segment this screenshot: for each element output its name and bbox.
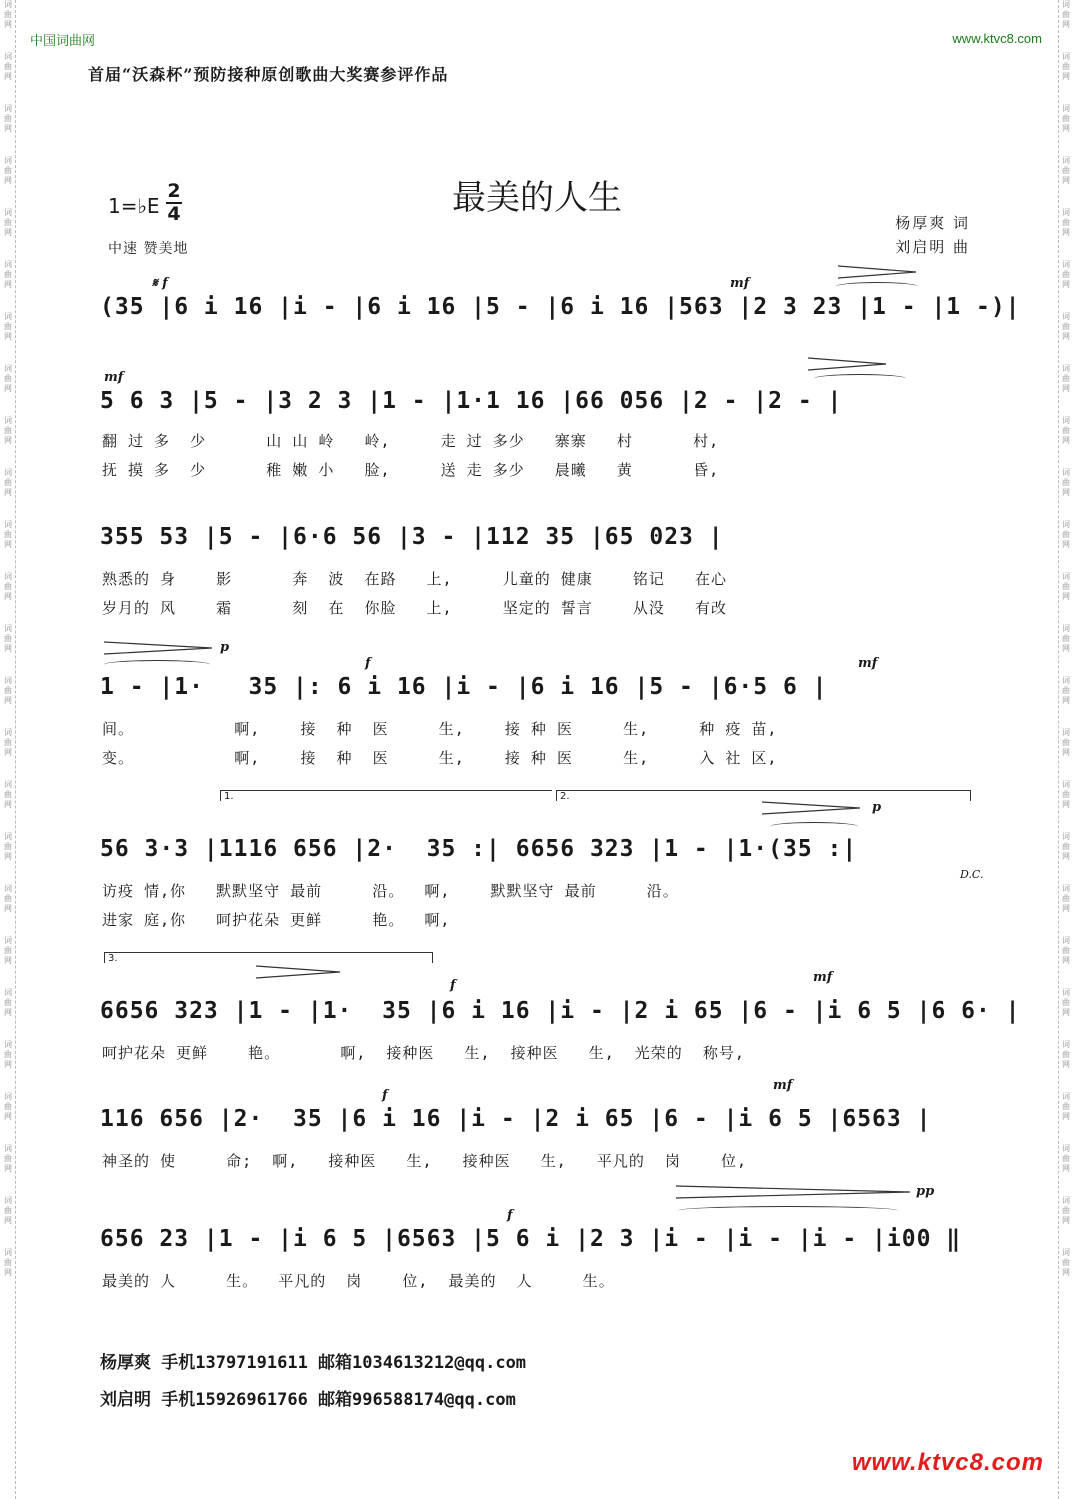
dynamic-mf: mf: [813, 970, 833, 985]
margin-watermark-text: 词曲网: [4, 468, 12, 497]
dynamic-f: f: [507, 1208, 513, 1223]
margin-watermark-text: 词曲网: [1062, 1040, 1070, 1069]
margin-watermark-text: 词曲网: [1062, 468, 1070, 497]
notation-system-2: 5 6 3 |5 - |3 2 3 |1 - |1·1 16 |66 056 |2 - |2 - |: [100, 388, 843, 414]
tie-slur: [814, 374, 906, 383]
margin-watermark-text: 词曲网: [1062, 1196, 1070, 1225]
tempo-marking: 中速 赞美地: [108, 241, 189, 257]
lyrics-verse-1: 翻 过 多 少 山 山 岭 岭, 走 过 多少 寨寨 村 村,: [102, 432, 720, 450]
margin-watermark-text: 词曲网: [4, 624, 12, 653]
margin-watermark-text: 词曲网: [1062, 520, 1070, 549]
tie-slur: [836, 282, 918, 291]
left-margin-watermark: [1, 0, 16, 1499]
margin-watermark-text: 词曲网: [1062, 52, 1070, 81]
dynamic-f: f: [365, 656, 371, 671]
lyrics-verse-2: 进家 庭,你 呵护花朵 更鲜 艳。 啊,: [102, 911, 451, 929]
lyrics-verse-1: 访疫 情,你 默默坚守 最前 沿。 啊, 默默坚守 最前 沿。: [102, 882, 679, 900]
notation-system-5: 56 3·3 |1116 656 |2· 35 :| 6656 323 |1 - |1·(35 :|: [100, 836, 858, 862]
margin-watermark-text: 词曲网: [4, 1040, 12, 1069]
lyricist-contact: 杨厚爽 手机13797191611 邮箱1034613212@qq.com: [100, 1353, 527, 1373]
margin-watermark-text: 词曲网: [1062, 0, 1070, 29]
margin-watermark-text: 词曲网: [1062, 104, 1070, 133]
dynamic-p: p: [220, 640, 230, 655]
margin-watermark-text: 词曲网: [4, 104, 12, 133]
song-title: 最美的人生: [452, 178, 622, 218]
decrescendo-hairpin: [838, 264, 918, 280]
margin-watermark-text: 词曲网: [4, 416, 12, 445]
third-ending-bracket: 3.: [104, 952, 433, 963]
lyrics-line: 最美的 人 生。 平凡的 岗 位, 最美的 人 生。: [102, 1272, 615, 1290]
margin-watermark-text: 词曲网: [4, 520, 12, 549]
margin-watermark-text: 词曲网: [1062, 416, 1070, 445]
second-ending-bracket: 2.: [556, 790, 971, 801]
margin-watermark-text: 词曲网: [4, 1092, 12, 1121]
notation-system-1: (35 |6 i 16 |i - |6 i 16 |5 - |6 i 16 |563 |2 3 23 |1 - |1 -)|: [100, 294, 1021, 320]
margin-watermark-text: 词曲网: [4, 364, 12, 393]
lyrics-verse-1: 熟悉的 身 影 奔 波 在路 上, 儿童的 健康 铭记 在心: [102, 570, 727, 588]
margin-watermark-text: 词曲网: [1062, 1248, 1070, 1277]
margin-watermark-text: 词曲网: [1062, 208, 1070, 237]
lyrics-verse-2: 岁月的 风 霜 刻 在 你脸 上, 坚定的 誓言 从没 有改: [102, 599, 727, 617]
margin-watermark-text: 词曲网: [1062, 832, 1070, 861]
composer-contact: 刘启明 手机15926961766 邮箱996588174@qq.com: [100, 1390, 516, 1410]
margin-watermark-text: 词曲网: [1062, 1144, 1070, 1173]
margin-watermark-text: 词曲网: [1062, 936, 1070, 965]
decrescendo-hairpin: [808, 356, 888, 372]
dynamic-p: p: [872, 800, 882, 815]
composer-credit: 刘启明 曲: [895, 238, 970, 256]
key-signature: 1=♭E: [108, 194, 160, 218]
dynamic-pp: pp: [916, 1184, 935, 1199]
margin-watermark-text: 词曲网: [1062, 364, 1070, 393]
margin-watermark-text: 词曲网: [1062, 572, 1070, 601]
tie-slur: [770, 822, 858, 831]
dynamic-mf: mf: [730, 276, 750, 291]
decrescendo-hairpin: [676, 1184, 912, 1200]
margin-watermark-text: 词曲网: [1062, 624, 1070, 653]
margin-watermark-text: 词曲网: [4, 728, 12, 757]
margin-watermark-text: 词曲网: [4, 1248, 12, 1277]
margin-watermark-text: 词曲网: [4, 312, 12, 341]
margin-watermark-text: 词曲网: [1062, 676, 1070, 705]
dynamic-mf: mf: [104, 370, 124, 385]
margin-watermark-text: 词曲网: [1062, 260, 1070, 289]
margin-watermark-text: 词曲网: [4, 936, 12, 965]
margin-watermark-text: 词曲网: [4, 1144, 12, 1173]
dynamic-mf: mf: [858, 656, 878, 671]
tie-slur: [104, 660, 210, 669]
notation-system-6: 6656 323 |1 - |1· 35 |6 i 16 |i - |2 i 65 |6 - |i 6 5 |6 6· |: [100, 998, 1021, 1024]
margin-watermark-text: 词曲网: [1062, 312, 1070, 341]
lyricist-credit: 杨厚爽 词: [895, 214, 970, 232]
dynamic-f: f: [382, 1088, 388, 1103]
margin-watermark-text: 词曲网: [4, 988, 12, 1017]
notation-system-4: 1 - |1· 35 |: 6 i 16 |i - |6 i 16 |5 - |6·5 6 |: [100, 674, 828, 700]
time-denominator: 4: [167, 203, 181, 225]
margin-watermark-text: 词曲网: [4, 676, 12, 705]
margin-watermark-text: 词曲网: [1062, 884, 1070, 913]
margin-watermark-text: 词曲网: [1062, 728, 1070, 757]
segno-forte: 𝄋 f: [152, 276, 168, 291]
margin-watermark-text: 词曲网: [4, 208, 12, 237]
margin-watermark-text: 词曲网: [1062, 1092, 1070, 1121]
dynamic-mf: mf: [773, 1078, 793, 1093]
site-url[interactable]: www.ktvc8.com: [952, 31, 1042, 46]
footer-logo[interactable]: www.ktvc8.com: [851, 1449, 1044, 1476]
margin-watermark-text: 词曲网: [4, 572, 12, 601]
lyrics-line: 呵护花朵 更鲜 艳。 啊, 接种医 生, 接种医 生, 光荣的 称号,: [102, 1044, 745, 1062]
margin-watermark-text: 词曲网: [4, 156, 12, 185]
time-numerator: 2: [167, 180, 181, 202]
margin-watermark-text: 词曲网: [4, 52, 12, 81]
notation-system-3: 355 53 |5 - |6·6 56 |3 - |112 35 |65 023 |: [100, 524, 724, 550]
first-ending-bracket: 1.: [220, 790, 552, 801]
margin-watermark-text: 词曲网: [4, 832, 12, 861]
notation-system-8: 656 23 |1 - |i 6 5 |6563 |5 6 i |2 3 |i - |i - |i - |i00 ‖: [100, 1226, 962, 1252]
margin-watermark-text: 词曲网: [4, 260, 12, 289]
lyrics-line: 神圣的 使 命; 啊, 接种医 生, 接种医 生, 平凡的 岗 位,: [102, 1152, 748, 1170]
dynamic-f: f: [450, 978, 456, 993]
lyrics-verse-2: 抚 摸 多 少 稚 嫩 小 脸, 送 走 多少 晨曦 黄 昏,: [102, 461, 720, 479]
margin-watermark-text: 词曲网: [4, 884, 12, 913]
notation-system-7: 116 656 |2· 35 |6 i 16 |i - |2 i 65 |6 - |i 6 5 |6563 |: [100, 1106, 932, 1132]
margin-watermark-text: 词曲网: [1062, 156, 1070, 185]
decrescendo-hairpin: [762, 800, 862, 816]
right-margin-watermark: [1058, 0, 1073, 1499]
margin-watermark-text: 词曲网: [1062, 780, 1070, 809]
decrescendo-hairpin: [104, 640, 214, 656]
decrescendo-hairpin: [256, 964, 342, 980]
margin-watermark-text: 词曲网: [1062, 988, 1070, 1017]
margin-watermark-text: 词曲网: [4, 780, 12, 809]
tie-slur: [678, 1206, 898, 1215]
margin-watermark-text: 词曲网: [4, 0, 12, 29]
time-signature: [166, 182, 182, 224]
margin-watermark-text: 词曲网: [4, 1196, 12, 1225]
site-name[interactable]: 中国词曲网: [30, 34, 96, 49]
da-capo-mark: D.C.: [960, 868, 984, 881]
contest-heading: 首届“沃森杯”预防接种原创歌曲大奖赛参评作品: [88, 65, 449, 84]
lyrics-verse-1: 间。 啊, 接 种 医 生, 接 种 医 生, 种 疫 苗,: [102, 720, 778, 738]
lyrics-verse-2: 变。 啊, 接 种 医 生, 接 种 医 生, 入 社 区,: [102, 749, 778, 767]
